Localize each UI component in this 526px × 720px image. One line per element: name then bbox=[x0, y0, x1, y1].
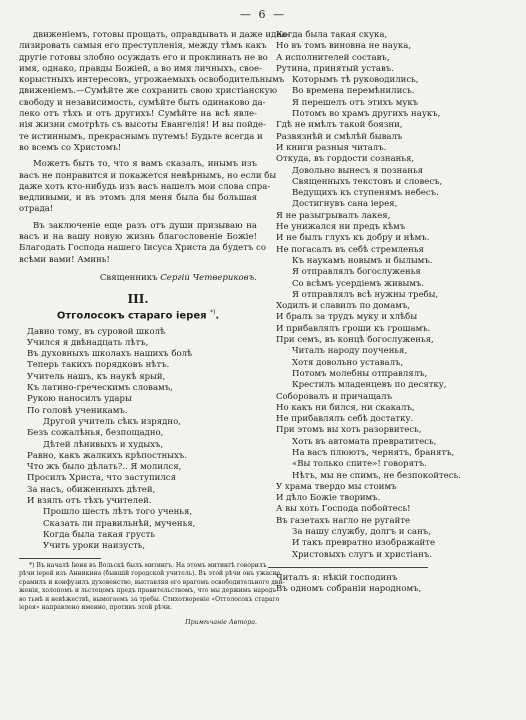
poem-line: Довольно вынесъ я познанья bbox=[292, 165, 424, 176]
poem-line: При семъ, въ концѣ богослуженья, bbox=[276, 335, 434, 346]
signature-prefix: Священникъ bbox=[99, 272, 161, 283]
footnote-mark: *) bbox=[210, 309, 216, 317]
poem-line: Въ духовныхъ школахъ нашихъ болѣ bbox=[27, 349, 193, 360]
poem-line: Но въ томъ виновна не наука, bbox=[276, 41, 412, 52]
prose-line: отрада! bbox=[19, 204, 54, 215]
prose-line: васъ не понравится и покажется невѣрнымъ, но если бы bbox=[19, 170, 277, 181]
prose-line: корыстныхъ интересовъ, угрожаемыхъ освободительнымъ bbox=[19, 75, 285, 86]
poem-line: Когда была такая скука, bbox=[276, 30, 388, 40]
footnote-attribution: Примѣчанiе Автора. bbox=[185, 619, 257, 627]
prose-line: леко отъ тѣхъ и отъ другихъ! Сумѣйте на всѣ явле- bbox=[19, 109, 257, 120]
poem-line: И книги разныя читалъ. bbox=[276, 142, 387, 153]
poem-right-continued bbox=[268, 573, 512, 596]
poem-line: Которымъ тѣ руководились, bbox=[292, 75, 419, 86]
poem-line: Учитель нашъ, къ наукѣ ярый, bbox=[27, 371, 166, 382]
poem-line: Христовыхъ слугъ и христiанъ. bbox=[292, 549, 432, 560]
poem-line: Просилъ Христа, что заступился bbox=[27, 473, 176, 484]
poem-line: И прибавлялъ гроши къ грошамъ. bbox=[276, 323, 431, 334]
footnote-line: срамилъ и конфузилъ духовенство, выставляя его врагомъ освободительного дви- bbox=[19, 578, 285, 586]
poem-line: Не прибавлялъ себѣ достатку. bbox=[276, 414, 414, 425]
footnote-line: рѣчи iерей изъ Анникина (бывшiй городской учитель). Въ этой рѣчи онъ ужасно bbox=[19, 570, 281, 578]
prose-paragraph-3 bbox=[19, 220, 266, 271]
poem-line: Рукою наносилъ удары bbox=[27, 394, 132, 405]
poem-line: «Вы только спите»! говорятъ. bbox=[292, 459, 427, 470]
poem-line: Достигнувъ сана iерея, bbox=[292, 199, 398, 210]
footnote bbox=[19, 561, 285, 614]
right-column bbox=[268, 30, 512, 596]
poem-left bbox=[19, 327, 257, 553]
poem-line: За насъ, обиженныхъ дѣтей, bbox=[27, 484, 156, 495]
prose-line: даже хоть кто-нибудь изъ васъ нашелъ мои слова спра- bbox=[19, 181, 271, 192]
poem-line: А исполнителей составъ, bbox=[276, 52, 390, 63]
poem-line: Потомъ во храмъ другихъ наукъ, bbox=[292, 109, 441, 120]
poem-line: Ходилъ и славилъ по домамъ, bbox=[276, 301, 411, 312]
poem-line: Но какъ ни бился, ни скакалъ, bbox=[276, 402, 415, 413]
poem-line: Въ газетахъ нагло не ругайте bbox=[276, 515, 411, 526]
poem-line: Я не разыгрывалъ лакея, bbox=[276, 210, 391, 221]
poem-line: Не унижался ни предъ кѣмъ bbox=[276, 222, 406, 233]
poem-line: Я отправлялъ богослуженья bbox=[292, 267, 421, 278]
prose-line: ведливыми, и въ этомъ для меня была бы большая bbox=[19, 193, 257, 204]
poem-line: Сказать ли правильнѣй, мученья, bbox=[43, 518, 196, 529]
poem-line: Къ наукамъ новымъ и былымъ. bbox=[292, 255, 433, 266]
poem-line: Другой учитель сѣкъ изрядно, bbox=[43, 416, 181, 427]
signature bbox=[19, 273, 257, 284]
poem-line: Учился я двѣнадцать лѣтъ, bbox=[27, 337, 149, 348]
poem-right bbox=[268, 30, 512, 561]
poem-line: Хоть въ автомата превратитесь, bbox=[292, 436, 437, 447]
poem-line: Я отправлялъ всѣ нужны требы, bbox=[292, 289, 439, 300]
prose-line: Можетъ быть то, что я вамъ сказалъ, инымъ изъ bbox=[33, 159, 257, 170]
poem-line: Дѣтей лѣнивыхъ и худыхъ, bbox=[43, 439, 164, 450]
poem-line: По головѣ ученикамъ. bbox=[27, 405, 128, 416]
prose-line: Благодать Господа нашего Iисуса Христа да будетъ со bbox=[19, 243, 266, 254]
prose-line: движенiемъ, готовы прощать, оправдывать и даже идеа- bbox=[33, 30, 290, 40]
poem-line: За нашу службу, долгъ и санъ, bbox=[292, 527, 431, 538]
section-number: III. bbox=[127, 292, 149, 307]
section-title-text: Отголосокъ стараго iерея bbox=[56, 310, 207, 322]
poem-line: Читалъ я: нѣкiй господинъ bbox=[276, 572, 398, 583]
poem-line: Хотя довольно уставалъ, bbox=[292, 357, 404, 368]
footnote-divider bbox=[19, 558, 101, 559]
poem-line: Не погасалъ въ себѣ стремленья bbox=[276, 244, 424, 255]
prose-line: другiе готовы злобно осуждать его и проклинать не во bbox=[19, 52, 268, 63]
footnote-line: во тьмѣ и невѣжествѣ, вымогаемъ за требы. Стихотворенiе «Отголосокъ стараго bbox=[19, 595, 280, 603]
poem-line: И бралъ за трудъ муку и хлѣбы bbox=[276, 312, 418, 323]
poem-line: Потомъ молебны отправлялъ, bbox=[292, 368, 428, 379]
footnote-line: iерея» направлено именно, противъ этой рѣчи. bbox=[19, 604, 172, 612]
prose-line: свободу и независимость, сумѣйте быть одинаково да- bbox=[19, 97, 266, 108]
poem-line: При этомъ вы хоть разорвитесь, bbox=[276, 425, 422, 436]
footnote-line: женiя, холопомъ и льстецомъ предъ правительствомъ, что мы держимъ народъ bbox=[19, 587, 277, 595]
prose-paragraph-1 bbox=[19, 30, 290, 159]
poem-line: Прошло шесть лѣтъ того ученья, bbox=[43, 507, 193, 518]
poem-line: И не былъ глухъ къ добру и нѣмъ. bbox=[276, 233, 430, 244]
poem-line: И дѣло Божiе творимъ. bbox=[276, 493, 381, 504]
left-column bbox=[19, 30, 290, 628]
poem-line: Въ одномъ собранiи народномъ, bbox=[276, 584, 422, 595]
poem-line: Со всѣмъ усердiемъ живымъ. bbox=[292, 278, 425, 289]
poem-line: На васъ плюютъ, чернятъ, бранятъ, bbox=[292, 447, 455, 458]
poem-line: И такъ превратно изображайте bbox=[292, 538, 436, 549]
prose-line: лизировать самыя его преступленiя, между тѣмъ какъ bbox=[19, 41, 267, 52]
poem-line: И взялъ отъ тѣхъ учителей. bbox=[27, 496, 152, 507]
prose-paragraph-2 bbox=[19, 159, 277, 220]
prose-line: Въ заключенiе еще разъ отъ души призываю на bbox=[33, 220, 257, 231]
poem-line: Давно тому, въ суровой школѣ bbox=[27, 326, 166, 337]
poem-line: Я перешелъ отъ этихъ мукъ bbox=[292, 97, 419, 108]
poem-line: Гдѣ не имѣлъ такой боязни, bbox=[276, 120, 403, 131]
prose-line: во всемъ со Христомъ! bbox=[19, 142, 122, 153]
poem-line: Равно, какъ жалкихъ крѣпостныхъ. bbox=[27, 450, 188, 461]
prose-line: движенiемъ.—Сумѣйте же сохранить свою христiанскую bbox=[19, 86, 278, 97]
poem-line: Откуда, въ гордости сознанья, bbox=[276, 154, 415, 165]
section-title: Отголосокъ стараго iерея *). bbox=[56, 309, 220, 322]
page-number: — 6 — bbox=[240, 8, 286, 21]
poem-line: Крестилъ младенцевъ по десятку, bbox=[292, 380, 447, 391]
poem-line: Соборовалъ и причащалъ bbox=[276, 391, 393, 402]
poem-line: Читалъ народу поученья, bbox=[292, 346, 408, 357]
poem-line: Учить уроки наизусть, bbox=[43, 541, 146, 552]
prose-line: те истиннымъ, прекраснымъ путемъ! Будьте всегда и bbox=[19, 131, 263, 142]
poem-line: Нѣтъ, мы не спимъ, не безпокойтесь. bbox=[292, 470, 461, 481]
poem-line: А вы хоть Господа побойтесь! bbox=[276, 504, 411, 515]
poem-line: Рутина, принятый уставъ. bbox=[276, 63, 394, 74]
poem-line: Теперь такихъ порядковъ нѣтъ. bbox=[27, 360, 170, 371]
poem-line: Священныхъ текстовъ и словесъ, bbox=[292, 176, 443, 187]
poem-line: Развязнѣй и смѣлѣй бывалъ bbox=[276, 131, 403, 142]
poem-line: Къ латино-греческимъ словамъ, bbox=[27, 383, 173, 394]
poem-line: Когда была такая грусть bbox=[43, 529, 156, 540]
poem-line: Безъ сожалѣнья, безпощадно, bbox=[27, 428, 164, 439]
poem-line: Ведущихъ къ ступенямъ небесъ. bbox=[292, 188, 439, 199]
poem-line: Во времена перемѣнились. bbox=[292, 86, 415, 97]
prose-line: васъ и на вашу новую жизнь благословенiе Божiе! bbox=[19, 232, 257, 243]
prose-line: всѣми вами! Аминь! bbox=[19, 254, 110, 265]
prose-line: нiя жизни смотрѣть съ высоты Евангелiя! И вы пойде- bbox=[19, 120, 266, 131]
signature-name: Сергiй Четвериковъ. bbox=[160, 272, 257, 283]
poem-line: У храма твердо мы стоимъ bbox=[276, 481, 397, 492]
poem-line: Что жъ было дѣлать?.. Я молился, bbox=[27, 462, 182, 473]
footnote-line: *) Въ началѣ Iюня въ Вольскѣ былъ митингъ. На этомъ митингѣ говорилъ bbox=[29, 561, 267, 569]
poem-divider bbox=[268, 567, 428, 568]
prose-line: имя, однако, правды Божiей, а во имя личныхъ, свое- bbox=[19, 63, 262, 74]
